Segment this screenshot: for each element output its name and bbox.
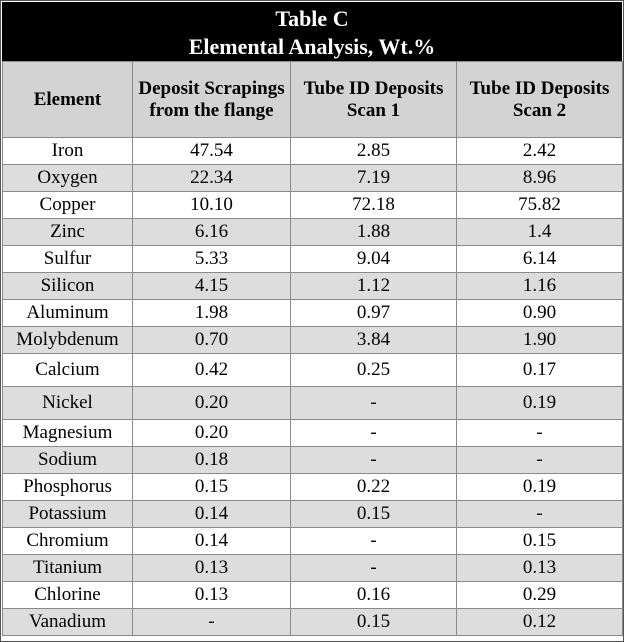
scan-2-cell: - [457,447,623,474]
deposit-scrapings-cell: 0.20 [133,420,291,447]
elemental-analysis-table [2,61,623,636]
scan-1-cell: - [291,528,457,555]
scan-1-cell: 0.16 [291,582,457,609]
scan-1-cell: 9.04 [291,246,457,273]
scan-2-cell: 0.13 [457,555,623,582]
deposit-scrapings-cell: 5.33 [133,246,291,273]
scan-2-cell: 1.16 [457,273,623,300]
deposit-scrapings-cell: 47.54 [133,138,291,165]
table-row [3,219,623,246]
scan-2-cell: 8.96 [457,165,623,192]
deposit-scrapings-cell: 0.15 [133,474,291,501]
table-row [3,528,623,555]
column-header-scan-2: Tube ID Deposits Scan 2 [457,62,623,138]
element-name-cell: Nickel [3,387,133,420]
deposit-scrapings-cell: 0.13 [133,582,291,609]
scan-1-cell: 0.97 [291,300,457,327]
table-row [3,273,623,300]
scan-1-cell: 2.85 [291,138,457,165]
scan-1-cell: 0.25 [291,354,457,387]
element-name-cell: Sodium [3,447,133,474]
element-name-cell: Zinc [3,219,133,246]
table-row [3,387,623,420]
table-row [3,609,623,636]
scan-2-cell: 0.90 [457,300,623,327]
deposit-scrapings-cell: 0.14 [133,528,291,555]
element-name-cell: Phosphorus [3,474,133,501]
element-name-cell: Potassium [3,501,133,528]
element-name-cell: Silicon [3,273,133,300]
table-row [3,192,623,219]
scan-2-cell: 0.19 [457,474,623,501]
table-row [3,474,623,501]
element-name-cell: Chlorine [3,582,133,609]
scan-2-cell: 0.12 [457,609,623,636]
deposit-scrapings-cell: 1.98 [133,300,291,327]
scan-2-cell: 0.15 [457,528,623,555]
table-row [3,420,623,447]
table-title-block [2,2,622,61]
scan-2-cell: 1.4 [457,219,623,246]
table-row [3,501,623,528]
table-row [3,555,623,582]
scan-2-cell: 0.29 [457,582,623,609]
table-row [3,138,623,165]
table-row [3,300,623,327]
scan-2-cell: 0.17 [457,354,623,387]
table-row [3,354,623,387]
element-name-cell: Calcium [3,354,133,387]
scan-1-cell: 0.15 [291,501,457,528]
scan-1-cell: - [291,387,457,420]
scan-1-cell: 3.84 [291,327,457,354]
element-name-cell: Copper [3,192,133,219]
scan-1-cell: - [291,555,457,582]
header-row [3,62,623,138]
deposit-scrapings-cell: 4.15 [133,273,291,300]
table-subtitle: Elemental Analysis, Wt.% [188,34,436,59]
element-name-cell: Aluminum [3,300,133,327]
deposit-scrapings-cell: - [133,609,291,636]
element-name-cell: Chromium [3,528,133,555]
scan-2-cell: 0.19 [457,387,623,420]
column-header-deposit-scrapings: Deposit Scrapings from the flange [133,62,291,138]
deposit-scrapings-cell: 0.20 [133,387,291,420]
deposit-scrapings-cell: 0.70 [133,327,291,354]
scan-1-cell: 1.12 [291,273,457,300]
scan-2-cell: 75.82 [457,192,623,219]
table-row [3,582,623,609]
element-name-cell: Molybdenum [3,327,133,354]
column-header-scan-1: Tube ID Deposits Scan 1 [291,62,457,138]
scan-2-cell: 1.90 [457,327,623,354]
table-row [3,447,623,474]
scan-2-cell: 2.42 [457,138,623,165]
table-row [3,327,623,354]
element-name-cell: Sulfur [3,246,133,273]
scan-1-cell: 1.88 [291,219,457,246]
deposit-scrapings-cell: 6.16 [133,219,291,246]
scan-2-cell: - [457,501,623,528]
element-name-cell: Oxygen [3,165,133,192]
scan-1-cell: - [291,420,457,447]
scan-2-cell: - [457,420,623,447]
deposit-scrapings-cell: 22.34 [133,165,291,192]
deposit-scrapings-cell: 0.18 [133,447,291,474]
element-name-cell: Magnesium [3,420,133,447]
scan-1-cell: 7.19 [291,165,457,192]
scan-2-cell: 6.14 [457,246,623,273]
element-name-cell: Vanadium [3,609,133,636]
deposit-scrapings-cell: 0.13 [133,555,291,582]
table-title: Table C [275,6,349,31]
column-header-element: Element [3,62,133,138]
deposit-scrapings-cell: 0.42 [133,354,291,387]
table-body [3,138,623,636]
deposit-scrapings-cell: 0.14 [133,501,291,528]
scan-1-cell: - [291,447,457,474]
table-row [3,165,623,192]
scan-1-cell: 0.15 [291,609,457,636]
table-row [3,246,623,273]
scan-1-cell: 0.22 [291,474,457,501]
scan-1-cell: 72.18 [291,192,457,219]
deposit-scrapings-cell: 10.10 [133,192,291,219]
element-name-cell: Titanium [3,555,133,582]
element-name-cell: Iron [3,138,133,165]
